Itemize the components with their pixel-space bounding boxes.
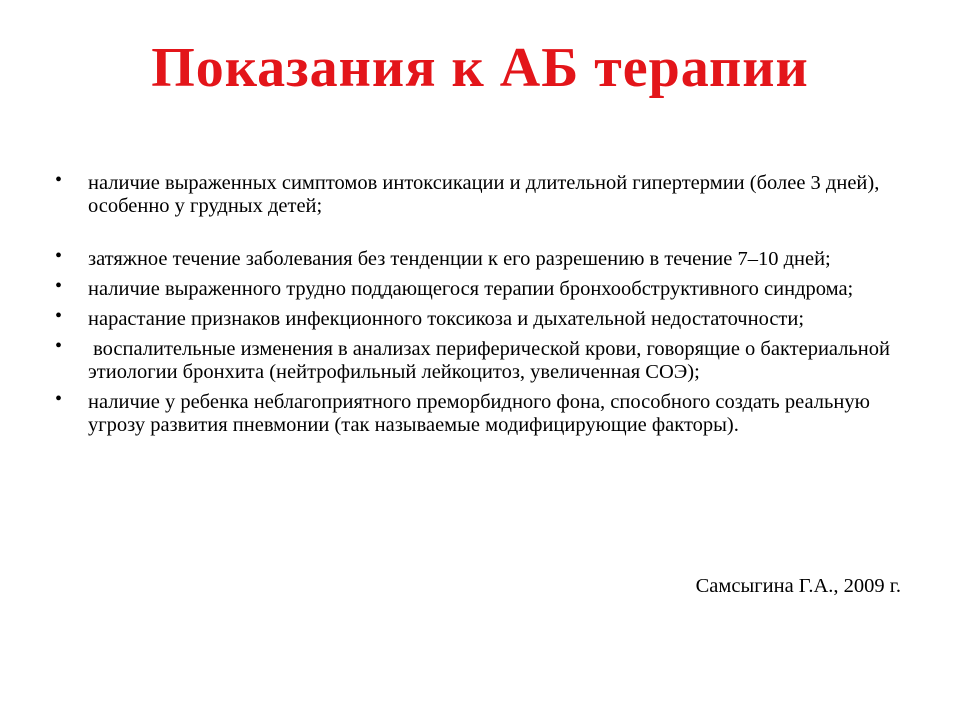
bullet-item [55, 388, 915, 437]
bullet-text: наличие у ребенка неблагоприятного преморбидного фона, способного создать реальную угрозу развития пневмонии (так называемые модифицирующие факторы). [88, 391, 870, 436]
bullet-dot-icon: • [55, 275, 63, 297]
bullet-dot-icon: • [55, 305, 63, 327]
slide-title: Показания к АБ терапии [151, 37, 809, 99]
bullet-list [55, 169, 915, 444]
bullet-dot-icon: • [55, 335, 63, 357]
bullet-dot-icon: • [55, 245, 63, 267]
bullet-text: затяжное течение заболевания без тенденции к его разрешению в течение 7–10 дней; [88, 248, 831, 270]
bullet-text: нарастание признаков инфекционного токсикоза и дыхательной недостаточности; [88, 308, 805, 330]
bullet-item [55, 245, 915, 271]
bullet-item [55, 305, 915, 331]
bullet-item [55, 275, 915, 301]
bullet-text: наличие выраженного трудно поддающегося терапии бронхообструктивного синдрома; [88, 278, 854, 300]
citation: Самсыгина Г.А., 2009 г. [695, 575, 901, 597]
bullet-text: воспалительные изменения в анализах периферической крови, говорящие о бактериальной этиологии бронхита (нейтрофильный лейкоцитоз, увеличенная СОЭ); [88, 338, 896, 383]
bullet-text: наличие выраженных симптомов интоксикации и длительной гипертермии (более 3 дней), особенно у грудных детей; [88, 172, 880, 217]
bullet-item [55, 335, 915, 384]
bullet-item [55, 169, 915, 218]
bullet-dot-icon: • [55, 169, 63, 191]
bullet-dot-icon: • [55, 388, 63, 410]
